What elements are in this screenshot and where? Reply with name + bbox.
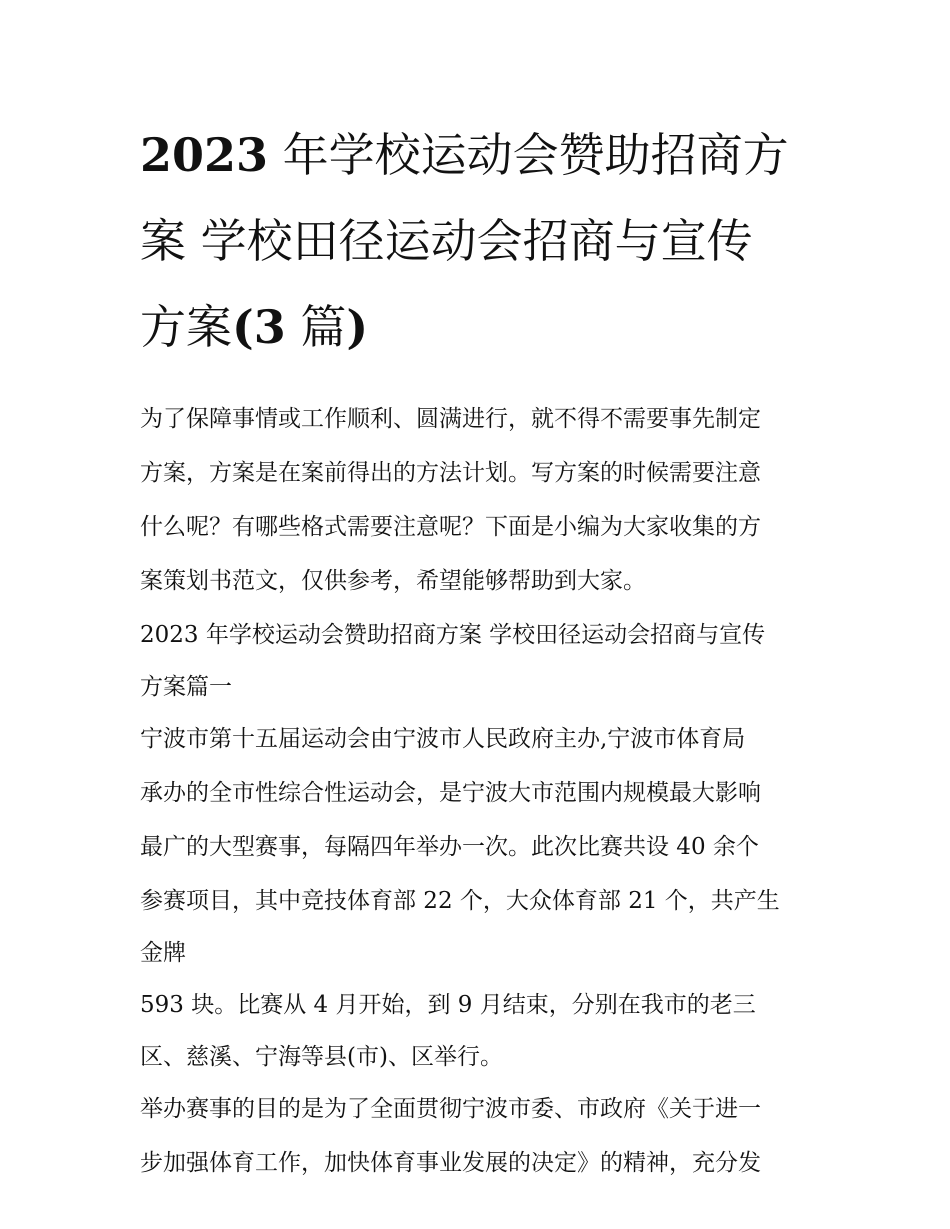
text-line: 承办的全市性综合性运动会，是宁波大市范围内规模最大影响	[140, 780, 761, 806]
text-line: 区、慈溪、宁海等县(市)、区举行。	[140, 1044, 503, 1070]
text-line: 什么呢？有哪些格式需要注意呢？下面是小编为大家收集的方	[140, 514, 761, 540]
text-line: 案策划书范文，仅供参考，希望能够帮助到大家。	[140, 568, 646, 594]
text-line: 参赛项目，其中竞技体育部 22 个，大众体育部 21 个，共产生	[140, 888, 780, 914]
text-line: 最广的大型赛事，每隔四年举办一次。此次比赛共设 40 余个	[140, 834, 759, 860]
schedule-paragraph	[140, 978, 812, 1082]
purpose-paragraph	[140, 1082, 812, 1190]
text-line: 方案篇一	[140, 674, 232, 700]
title-line-3: 方案(3 篇)	[140, 300, 369, 354]
text-line: 宁波市第十五届运动会由宁波市人民政府主办,宁波市体育局	[140, 726, 746, 752]
document-title	[140, 112, 812, 370]
text-line: 步加强体育工作，加快体育事业发展的决定》的精神，充分发	[140, 1150, 761, 1176]
event-overview-paragraph	[140, 712, 812, 978]
text-line: 593 块。比赛从 4 月开始，到 9 月结束，分别在我市的老三	[140, 992, 756, 1018]
document-page	[140, 112, 812, 1190]
text-line: 方案，方案是在案前得出的方法计划。写方案的时候需要注意	[140, 460, 761, 486]
section-heading-paragraph	[140, 608, 812, 712]
text-line: 举办赛事的目的是为了全面贯彻宁波市委、市政府《关于进一	[140, 1096, 761, 1122]
title-line-2: 案 学校田径运动会招商与宣传	[140, 214, 753, 268]
intro-paragraph	[140, 392, 812, 608]
text-line: 金牌	[140, 940, 186, 966]
document-body	[140, 392, 812, 1190]
title-line-1: 2023 年学校运动会赞助招商方	[140, 128, 789, 182]
text-line: 为了保障事情或工作顺利、圆满进行，就不得不需要事先制定	[140, 406, 761, 432]
text-line: 2023 年学校运动会赞助招商方案 学校田径运动会招商与宣传	[140, 622, 766, 648]
